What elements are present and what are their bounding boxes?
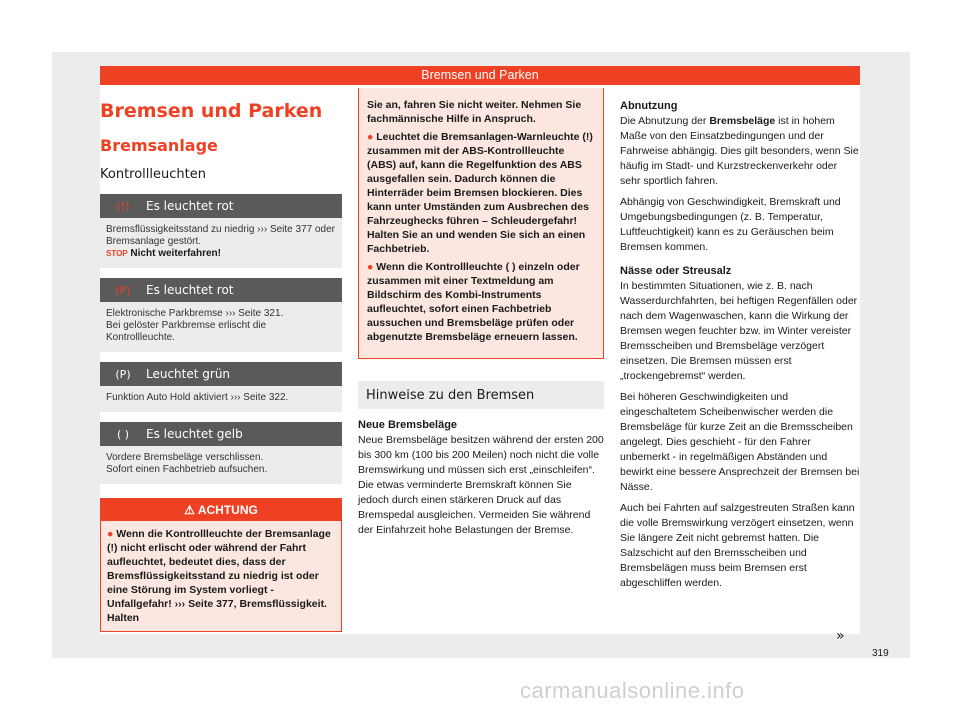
lamp-note: Sofort einen Fachbetrieb aufsuchen. — [106, 464, 268, 475]
bullet-icon: ● — [367, 131, 374, 143]
warning-box-continued — [358, 88, 604, 359]
column-1 — [100, 96, 342, 632]
lamp-brake-red — [100, 194, 342, 268]
lamp-head-label: Leuchtet grün — [146, 367, 231, 381]
subheading: Neue Bremsbeläge — [358, 419, 458, 431]
lamp-parking-red — [100, 278, 342, 352]
lamp-desc: Funktion Auto Hold aktiviert ››› Seite 322. — [106, 392, 289, 403]
lamp-autohold-green — [100, 362, 342, 412]
paragraph: Auch bei Fahrten auf salzgestreuten Straßen kann die volle Bremswirkung verzögert einsetzen, wenn Sie längere Zeit nicht gebremst hatten. Die Salzschicht auf den Bremsscheiben und Bremsbelägen muss beim Bremsen erst abgeschliffen werden. — [620, 502, 855, 589]
paragraph: Bei höheren Geschwindigkeiten und eingeschaltetem Scheibenwischer werden die Bremsbeläge für kurze Zeit an die Bremsscheiben angelegt. Dies geschieht - für den Fahrer unbemerkt - in regelmäßigen Abständen und bewirkt eine bessere Ansprechzeit der Bremsen bei Nässe. — [620, 391, 860, 493]
lamp-note: Nicht weiterfahren! — [130, 248, 221, 259]
page-title: Bremsen und Parken — [100, 100, 323, 122]
lamp-desc: Bremsflüssigkeitsstand zu niedrig ››› Seite 377 oder Bremsanlage gestört. — [106, 224, 335, 247]
lamp-pads-yellow — [100, 422, 342, 484]
warning-text: Wenn die Kontrollleuchte der Bremsanlage (!) nicht erlischt oder während der Fahrt aufleuchtet, bedeutet dies, dass der Bremsflüssigkeitsstand zu niedrig ist oder eine Störung im System vorliegt - Unfallgefahr! ››› Seite 377, Bremsflüssigkeit. Halten — [107, 528, 331, 624]
paragraph: In bestimmten Situationen, wie z. B. nach Wasserdurchfahrten, bei heftigen Regenfällen oder nach dem Wagenwaschen, kann die Wirkung der Bremsen wegen feuchter bzw. im Winter vereister Bremsscheiben und Bremsbeläge verzögert einsetzen. Die Bremsen müssen erst „trockengebremst“ werden. — [620, 280, 858, 382]
warning-title: ACHTUNG — [197, 503, 258, 517]
subheading: Abnutzung — [620, 100, 678, 112]
lamp-desc: Vordere Bremsbeläge verschlissen. — [106, 452, 264, 463]
subheading: Nässe oder Streusalz — [620, 265, 732, 277]
paragraph: Die Abnutzung der Bremsbeläge ist in hohem Maße von den Einsatzbedingungen und der Fahrweise abhängig. Dies gilt besonders, wenn Sie häufig im Stadt- und Kurzstreckenverkehr oder sehr sportlich fahren. — [620, 115, 859, 187]
brake-pad-icon: ( ) — [116, 427, 130, 441]
chapter-banner: Bremsen und Parken — [100, 66, 860, 85]
warning-box — [100, 498, 342, 632]
auto-hold-icon: (P) — [115, 367, 131, 381]
brake-warning-icon: (!) — [116, 199, 130, 213]
paragraph: Abhängig von Geschwindigkeit, Bremskraft und Umgebungsbedingungen (z. B. Temperatur, Luftfeuchtigkeit) kann es zu Geräuschen beim Bremsen kommen. — [620, 196, 841, 253]
lamp-desc: Elektronische Parkbremse ››› Seite 321. — [106, 308, 284, 319]
bullet-icon: ● — [367, 261, 374, 273]
column-3 — [620, 96, 860, 591]
section-heading: Hinweise zu den Bremsen — [358, 381, 604, 409]
page-number: 319 — [872, 648, 889, 659]
warning-text: Wenn die Kontrollleuchte ( ) einzeln oder zusammen mit einer Textmeldung am Bildschirm des Kombi-Instruments aufleuchtet, sofort einen Fachbetrieb aussuchen und Bremsbeläge prüfen oder abgenutzte Bremsbeläge erneuern lassen. — [367, 261, 580, 343]
lamp-head-label: Es leuchtet rot — [146, 283, 234, 297]
warning-text: Leuchtet die Bremsanlagen-Warnleuchte (!) zusammen mit der ABS-Kontrollleuchte (ABS) auf, kann die Regelfunktion des ABS ausgefallen sein. Dadurch können die Hinterräder beim Bremsen blockieren. Dies kann unter Umständen zum Ausbrechen des Fahrzeughecks führen – Schleudergefahr! Halten Sie an und wenden Sie sich an einen Fachbetrieb. — [367, 131, 593, 255]
subsection-title: Kontrollleuchten — [100, 167, 206, 182]
lamp-note: Bei gelöster Parkbremse erlischt die Kontrollleuchte. — [106, 320, 267, 343]
lamp-head-label: Es leuchtet rot — [146, 199, 234, 213]
warning-triangle-icon: ⚠ — [184, 503, 195, 517]
warning-text: Sie an, fahren Sie nicht weiter. Nehmen Sie fachmännische Hilfe in Anspruch. — [367, 99, 582, 125]
section-title: Bremsanlage — [100, 136, 218, 155]
paragraph: Neue Bremsbeläge besitzen während der ersten 200 bis 300 km (100 bis 200 Meilen) noch nicht die volle Bremswirkung und müssen sich erst „einschleifen“. Die etwas verminderte Bremskraft können Sie jedoch durch einen stärkeren Druck auf das Bremspedal ausgleichen. Vermeiden Sie während der Einfahrzeit hohe Belastungen der Bremse. — [358, 434, 604, 536]
stop-icon: STOP — [106, 249, 128, 258]
parking-brake-icon: (P) — [115, 283, 131, 297]
bullet-icon: ● — [107, 528, 114, 540]
lamp-head-label: Es leuchtet gelb — [146, 427, 243, 441]
continue-marker: » — [836, 628, 845, 644]
column-2 — [358, 96, 604, 538]
watermark: carmanualsonline.info — [520, 678, 745, 703]
